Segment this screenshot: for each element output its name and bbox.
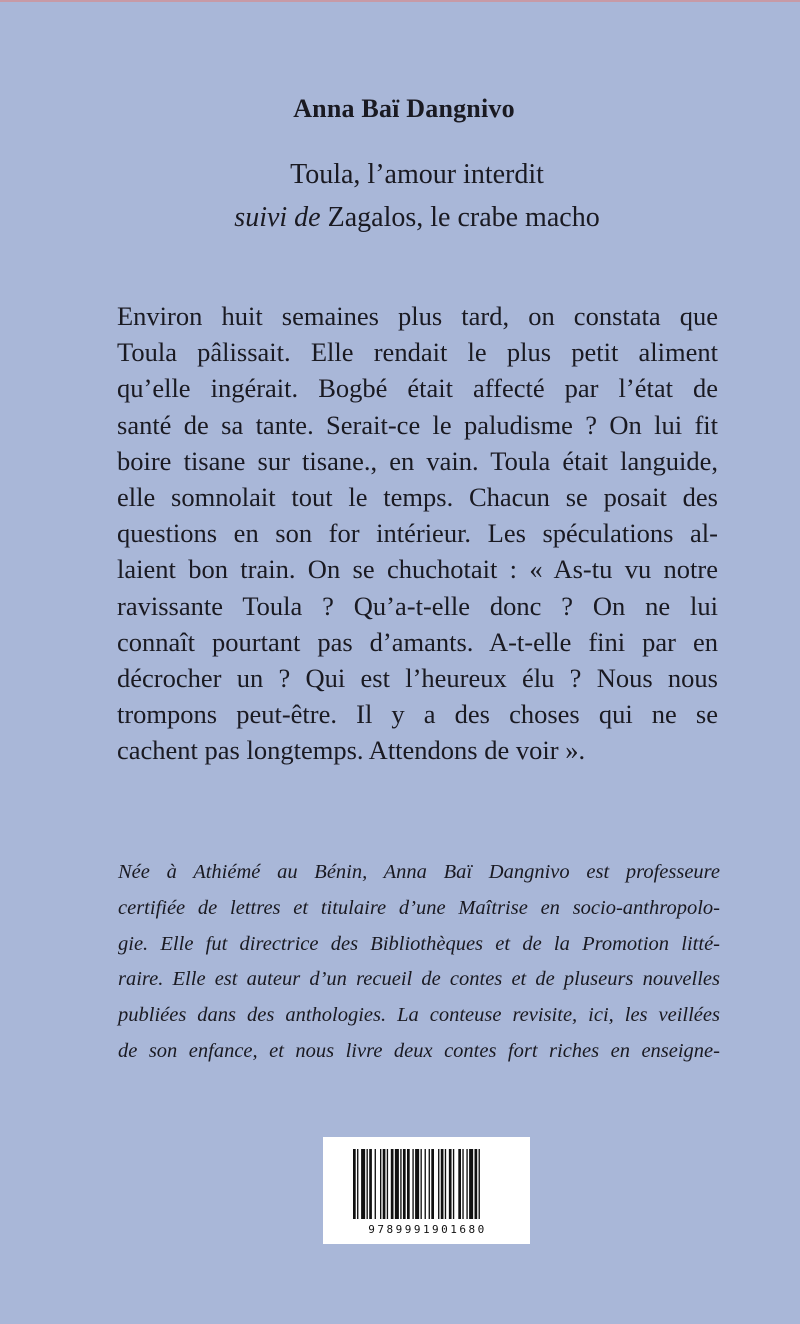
bio-line: de son enfance, et nous livre deux contes fort riches en enseigne- (118, 1039, 720, 1062)
excerpt-paragraph (117, 298, 718, 769)
second-title: Zagalos, le crabe macho (320, 202, 600, 233)
excerpt-line: santé de sa tante. Serait-ce le paludisme ? On lui fit (117, 409, 718, 440)
isbn-number: 9789991901680 (368, 1223, 487, 1236)
excerpt-line: elle somnolait tout le temps. Chacun se posait des (117, 482, 718, 513)
excerpt-line: décrocher un ? Qui est l’heureux élu ? Nous nous (117, 663, 718, 694)
bio-line: publiées dans des anthologies. La conteuse revisite, ici, les veillées (118, 1004, 720, 1027)
excerpt-line: laient bon train. On se chuchotait : « As-tu vu notre (117, 554, 718, 585)
bio-line: Née à Athiémé au Bénin, Anna Baï Dangnivo est professeure (118, 861, 720, 883)
excerpt-line: Toula pâlissait. Elle rendait le plus petit aliment (117, 337, 718, 368)
author-name: Anna Baï Dangnivo (293, 94, 515, 123)
book-title: Toula, l’amour interdit (290, 159, 544, 190)
author-bio (118, 855, 720, 1070)
bio-line: raire. Elle est auteur d’un recueil de contes et de pluseurs nouvelles (118, 968, 720, 991)
excerpt-line: Environ huit semaines plus tard, on constata que (117, 301, 718, 331)
bio-line: certifiée de lettres et titulaire d’une Maîtrise en socio-anthropolo- (118, 896, 720, 919)
suivi-de-label: suivi de (234, 202, 321, 233)
isbn-barcode (323, 1137, 530, 1244)
excerpt-line: ravissante Toula ? Qu’a-t-elle donc ? On ne lui (117, 590, 718, 621)
book-subtitle (0, 202, 800, 234)
excerpt-line: cachent pas longtemps. Attendons de voir ». (117, 735, 586, 766)
excerpt-line: boire tisane sur tisane., en vain. Toula était languide, (117, 445, 718, 476)
bio-line: gie. Elle fut directrice des Bibliothèques et de la Promotion litté- (118, 932, 720, 955)
excerpt-line: trompons peut-être. Il y a des choses qui ne se (117, 699, 718, 730)
excerpt-line: qu’elle ingérait. Bogbé était affecté par l’état de (117, 373, 718, 404)
excerpt-line: questions en son for intérieur. Les spéculations al- (117, 518, 718, 549)
excerpt-line: connaît pourtant pas d’amants. A-t-elle fini par en (117, 626, 718, 657)
